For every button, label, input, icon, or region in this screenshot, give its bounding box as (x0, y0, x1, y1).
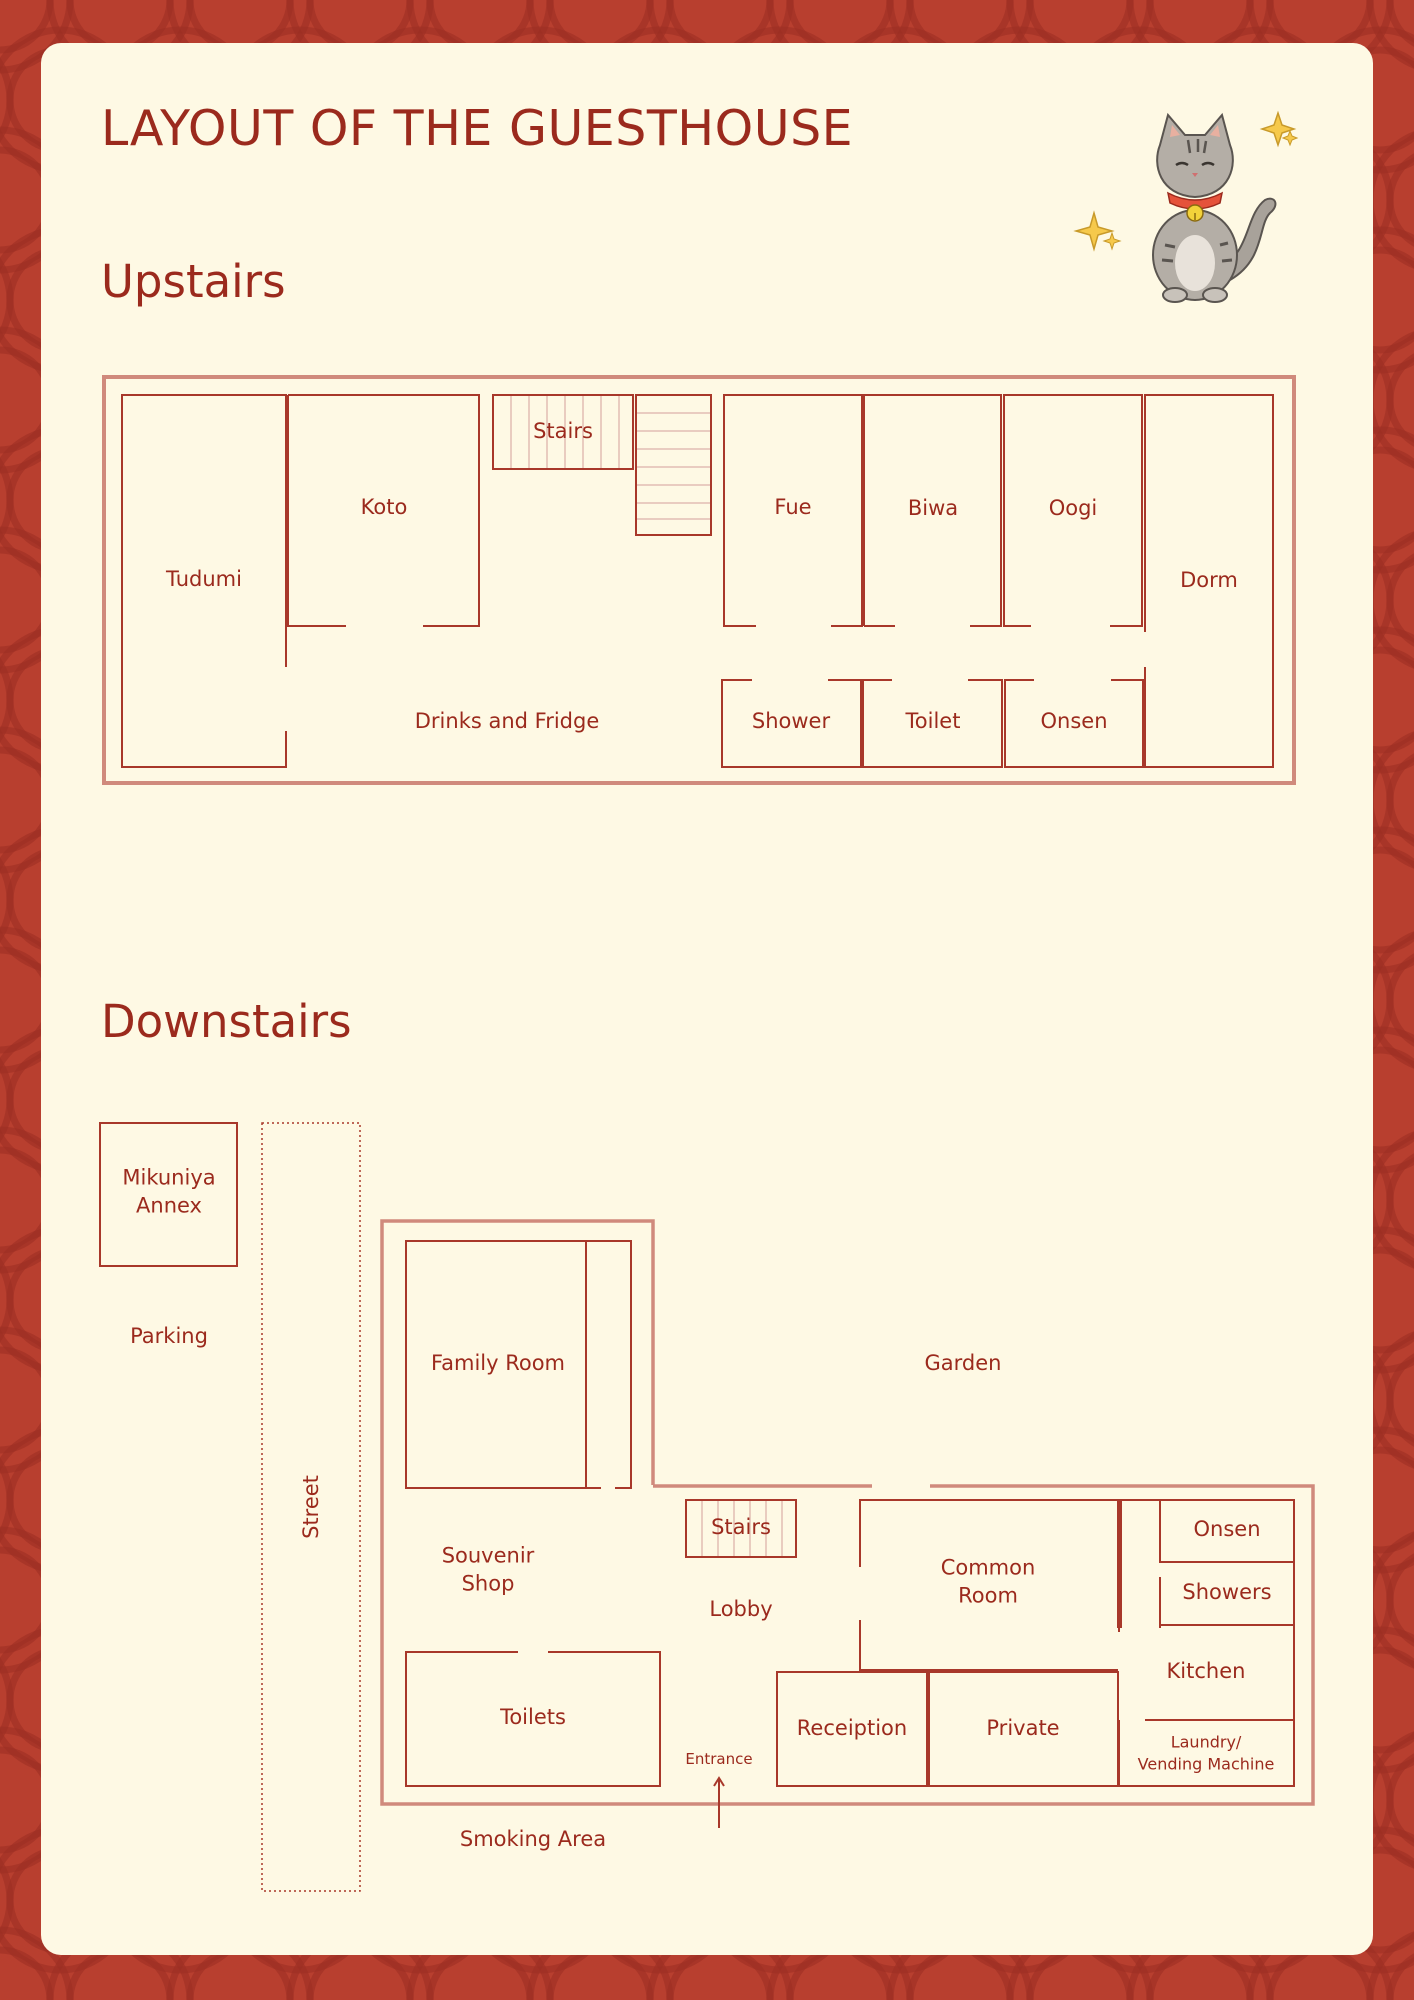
upstairs-heading: Upstairs (101, 255, 286, 308)
label-street: Street (298, 1475, 323, 1539)
label-toilets: Toilets (500, 1704, 566, 1729)
label-family-room: Family Room (430, 1350, 566, 1375)
label-biwa: Biwa (907, 495, 959, 520)
label-lobby: Lobby (709, 1596, 773, 1621)
label-tudumi: Tudumi (166, 566, 242, 591)
label-showers: Showers (1182, 1579, 1272, 1604)
label-onsen-down: Onsen (1193, 1516, 1261, 1541)
downstairs-heading: Downstairs (101, 995, 352, 1048)
label-koto: Koto (360, 494, 408, 519)
label-parking: Parking (130, 1323, 208, 1348)
label-garden: Garden (924, 1350, 1002, 1375)
sparkle-icon (1076, 213, 1120, 249)
label-receiption: Receiption (796, 1715, 908, 1740)
page-title: LAYOUT OF THE GUESTHOUSE (101, 100, 854, 157)
label-drinks: Drinks and Fridge (414, 708, 600, 733)
label-shower: Shower (751, 708, 831, 733)
cat-icon (1070, 105, 1300, 305)
label-oogi: Oogi (1048, 495, 1098, 520)
label-onsen-up: Onsen (1040, 708, 1108, 733)
label-fue: Fue (774, 494, 812, 519)
label-stairs-up: Stairs (533, 418, 593, 443)
label-private: Private (986, 1715, 1060, 1740)
label-laundry: Laundry/ Vending Machine (1137, 1732, 1275, 1773)
label-stairs-down: Stairs (711, 1514, 771, 1539)
sparkle-icon (1262, 113, 1297, 145)
label-common-room: Common Room (940, 1555, 1036, 1608)
label-dorm: Dorm (1180, 567, 1238, 592)
label-annex: Mikuniya Annex (122, 1165, 216, 1218)
label-smoking: Smoking Area (459, 1826, 607, 1851)
label-kitchen: Kitchen (1166, 1658, 1246, 1683)
label-souvenir: Souvenir Shop (441, 1543, 535, 1596)
label-entrance: Entrance (685, 1749, 753, 1768)
label-toilet: Toilet (905, 708, 961, 733)
